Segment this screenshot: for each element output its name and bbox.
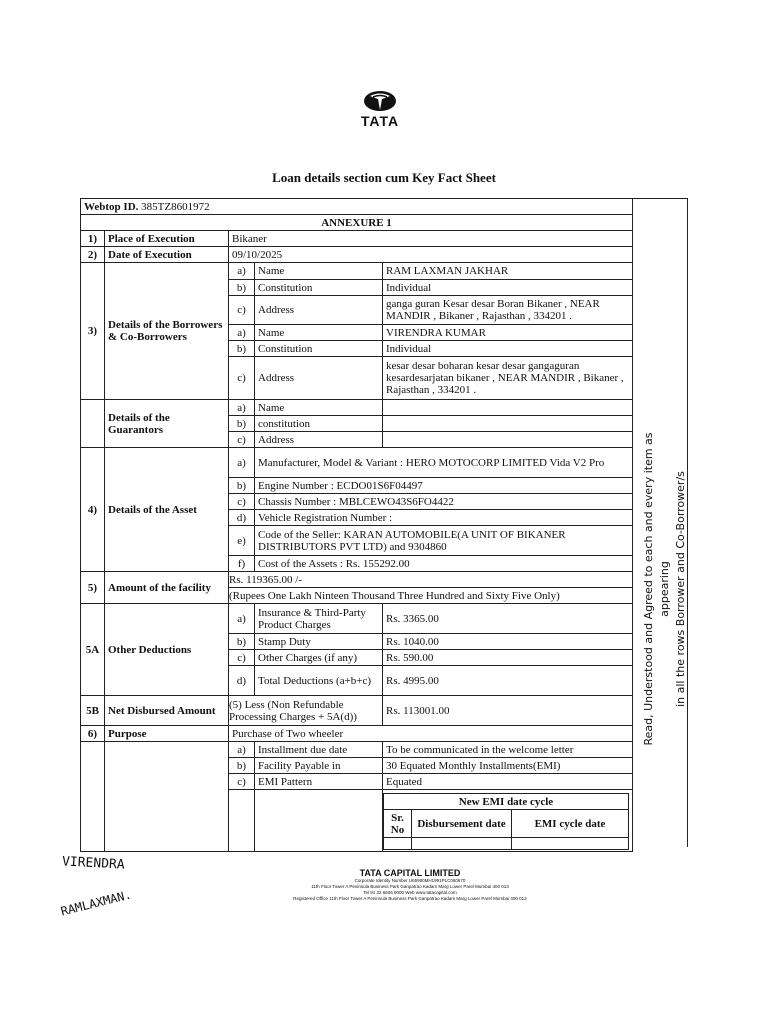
field-label: Total Deductions (a+b+c): [255, 666, 383, 696]
empty-cell: [512, 838, 629, 850]
net-disbursed-description: (5) Less (Non Refundable Processing Charges + 5A(d)): [229, 696, 383, 726]
sub-index: a): [229, 742, 255, 758]
sub-index: a): [229, 604, 255, 634]
facility-amount-label: Amount of the facility: [105, 572, 229, 604]
sub-index: c): [229, 432, 255, 448]
asset-registration-number: Vehicle Registration Number :: [255, 510, 633, 526]
field-label: Insurance & Third-Party Product Charges: [255, 604, 383, 634]
net-disbursed-amount: Rs. 113001.00: [383, 696, 633, 726]
section-number: 1): [81, 231, 105, 247]
sub-index: d): [229, 510, 255, 526]
sub-index: c): [229, 494, 255, 510]
other-charges: Rs. 590.00: [383, 650, 633, 666]
field-label: Other Charges (if any): [255, 650, 383, 666]
field-label: Facility Payable in: [255, 758, 383, 774]
empty-cell: [229, 790, 255, 852]
webtop-id-label: Webtop ID.: [84, 200, 139, 213]
sub-index: b): [229, 634, 255, 650]
total-deductions: Rs. 4995.00: [383, 666, 633, 696]
purpose-label: Purpose: [105, 726, 229, 742]
field-label: constitution: [255, 416, 383, 432]
sub-index: a): [229, 325, 255, 341]
emi-cycle-date-header: EMI cycle date: [512, 810, 629, 838]
sub-index: b): [229, 416, 255, 432]
section-number: 6): [81, 726, 105, 742]
footer-address: 11th Floor Tower A Peninsula Business Park Ganpatrao Kadam Marg Lower Parel Mumbai 400 013: [311, 884, 509, 889]
acknowledgement-line-1: Read, Understood and Agreed to each and every item as appearing: [642, 432, 671, 746]
guarantor-constitution: [383, 416, 633, 432]
field-label: Constitution: [255, 280, 383, 296]
emi-cycle-cell: [383, 790, 633, 852]
field-label: Name: [255, 325, 383, 341]
footer-company: TATA CAPITAL LIMITED: [359, 868, 461, 878]
date-of-execution-label: Date of Execution: [105, 247, 229, 263]
borrower-name: RAM LAXMAN JAKHAR: [383, 263, 633, 280]
purpose-value: Purchase of Two wheeler: [229, 726, 633, 742]
facility-amount-words: (Rupees One Lakh Ninteen Thousand Three Hundred and Sixty Five Only): [229, 588, 633, 604]
sub-index: c): [229, 774, 255, 790]
field-label: Name: [255, 263, 383, 280]
tata-emblem-icon: [363, 90, 397, 112]
tata-logo: [352, 90, 408, 136]
field-label: Address: [255, 432, 383, 448]
asset-model: Manufacturer, Model & Variant : HERO MOTOCORP LIMITED Vida V2 Pro: [255, 448, 633, 478]
webtop-id-value: 385TZ8601972: [141, 200, 210, 213]
sub-index: b): [229, 478, 255, 494]
date-of-execution-value: 09/10/2025: [229, 247, 633, 263]
field-label: Address: [255, 357, 383, 400]
borrower-address: ganga guran Kesar desar Boran Bikaner , NEAR MANDIR , Bikaner , Rajasthan , 334201 .: [383, 296, 633, 325]
sub-index: b): [229, 341, 255, 357]
asset-label: Details of the Asset: [105, 448, 229, 572]
guarantors-label: Details of the Guarantors: [105, 400, 229, 448]
asset-seller-code: Code of the Seller: KARAN AUTOMOBILE(A UNIT OF BIKANER DISTRIBUTORS PVT LTD) and 9304860: [255, 526, 633, 556]
other-deductions-label: Other Deductions: [105, 604, 229, 696]
empty-cell: [81, 400, 105, 448]
insurance-charges: Rs. 3365.00: [383, 604, 633, 634]
co-borrower-address: kesar desar boharan kesar desar gangaguran kesardesarjatan bikaner , NEAR MANDIR , Bikaner , Rajasthan , 334201 .: [383, 357, 633, 400]
asset-chassis-number: Chassis Number : MBLCEWO43S6FO4422: [255, 494, 633, 510]
section-number: 5): [81, 572, 105, 604]
sub-index: e): [229, 526, 255, 556]
footer: [200, 868, 620, 902]
signature-ramlaxman: RAMLAXMAN.: [59, 887, 133, 919]
sub-index: c): [229, 296, 255, 325]
stamp-duty: Rs. 1040.00: [383, 634, 633, 650]
sub-index: b): [229, 758, 255, 774]
field-label: Address: [255, 296, 383, 325]
empty-cell: [384, 838, 412, 850]
asset-cost: Cost of the Assets : Rs. 155292.00: [255, 556, 633, 572]
annexure-heading: ANNEXURE 1: [81, 215, 633, 231]
emi-cycle-table: [383, 793, 629, 850]
empty-cell: [81, 742, 105, 852]
sub-index: b): [229, 280, 255, 296]
borrowers-label: Details of the Borrowers & Co-Borrowers: [105, 263, 229, 400]
facility-payable: 30 Equated Monthly Installments(EMI): [383, 758, 633, 774]
place-of-execution-label: Place of Execution: [105, 231, 229, 247]
guarantor-address: [383, 432, 633, 448]
net-disbursed-label: Net Disbursed Amount: [105, 696, 229, 726]
section-number: 5A: [81, 604, 105, 696]
sub-index: a): [229, 448, 255, 478]
brand-wordmark: TATA: [360, 113, 400, 129]
guarantor-name: [383, 400, 633, 416]
co-borrower-name: VIRENDRA KUMAR: [383, 325, 633, 341]
sub-index: c): [229, 357, 255, 400]
sr-no-header: Sr. No: [384, 810, 412, 838]
sub-index: a): [229, 400, 255, 416]
facility-amount: Rs. 119365.00 /-: [229, 572, 633, 588]
sub-index: d): [229, 666, 255, 696]
asset-engine-number: Engine Number : ECDO01S6F04497: [255, 478, 633, 494]
emi-pattern: Equated: [383, 774, 633, 790]
section-number: 2): [81, 247, 105, 263]
side-acknowledgement: [642, 404, 688, 774]
empty-cell: [255, 790, 383, 852]
co-borrower-constitution: Individual: [383, 341, 633, 357]
acknowledgement-line-2: in all the rows Borrower and Co-Borrower/s: [674, 471, 687, 707]
key-fact-table: [80, 198, 633, 852]
field-label: EMI Pattern: [255, 774, 383, 790]
footer-cin: Corporate Identity Number U65990MH1991PLC060670: [354, 878, 466, 883]
section-number: 5B: [81, 696, 105, 726]
disbursement-date-header: Disbursement date: [412, 810, 512, 838]
section-number: 4): [81, 448, 105, 572]
sub-index: c): [229, 650, 255, 666]
empty-cell: [412, 838, 512, 850]
field-label: Constitution: [255, 341, 383, 357]
borrower-constitution: Individual: [383, 280, 633, 296]
webtop-id-row: [81, 199, 633, 215]
empty-cell: [105, 742, 229, 852]
field-label: Name: [255, 400, 383, 416]
installment-due-date: To be communicated in the welcome letter: [383, 742, 633, 758]
emi-cycle-title: New EMI date cycle: [384, 794, 629, 810]
field-label: Installment due date: [255, 742, 383, 758]
field-label: Stamp Duty: [255, 634, 383, 650]
footer-contact: Tel 91 22 6606 9000 Web www.tatacapital.com: [363, 890, 457, 895]
section-number: 3): [81, 263, 105, 400]
document-title: Loan details section cum Key Fact Sheet: [272, 170, 496, 185]
signature-virendra: VIRENDRA: [61, 854, 125, 873]
sub-index: f): [229, 556, 255, 572]
place-of-execution-value: Bikaner: [229, 231, 633, 247]
footer-registered-office: Registered Office 11th Floor Tower A Peninsula Business Park Ganpatrao Kadam Marg Lower Parel Mumbai 400 013: [293, 896, 527, 901]
sub-index: a): [229, 263, 255, 280]
